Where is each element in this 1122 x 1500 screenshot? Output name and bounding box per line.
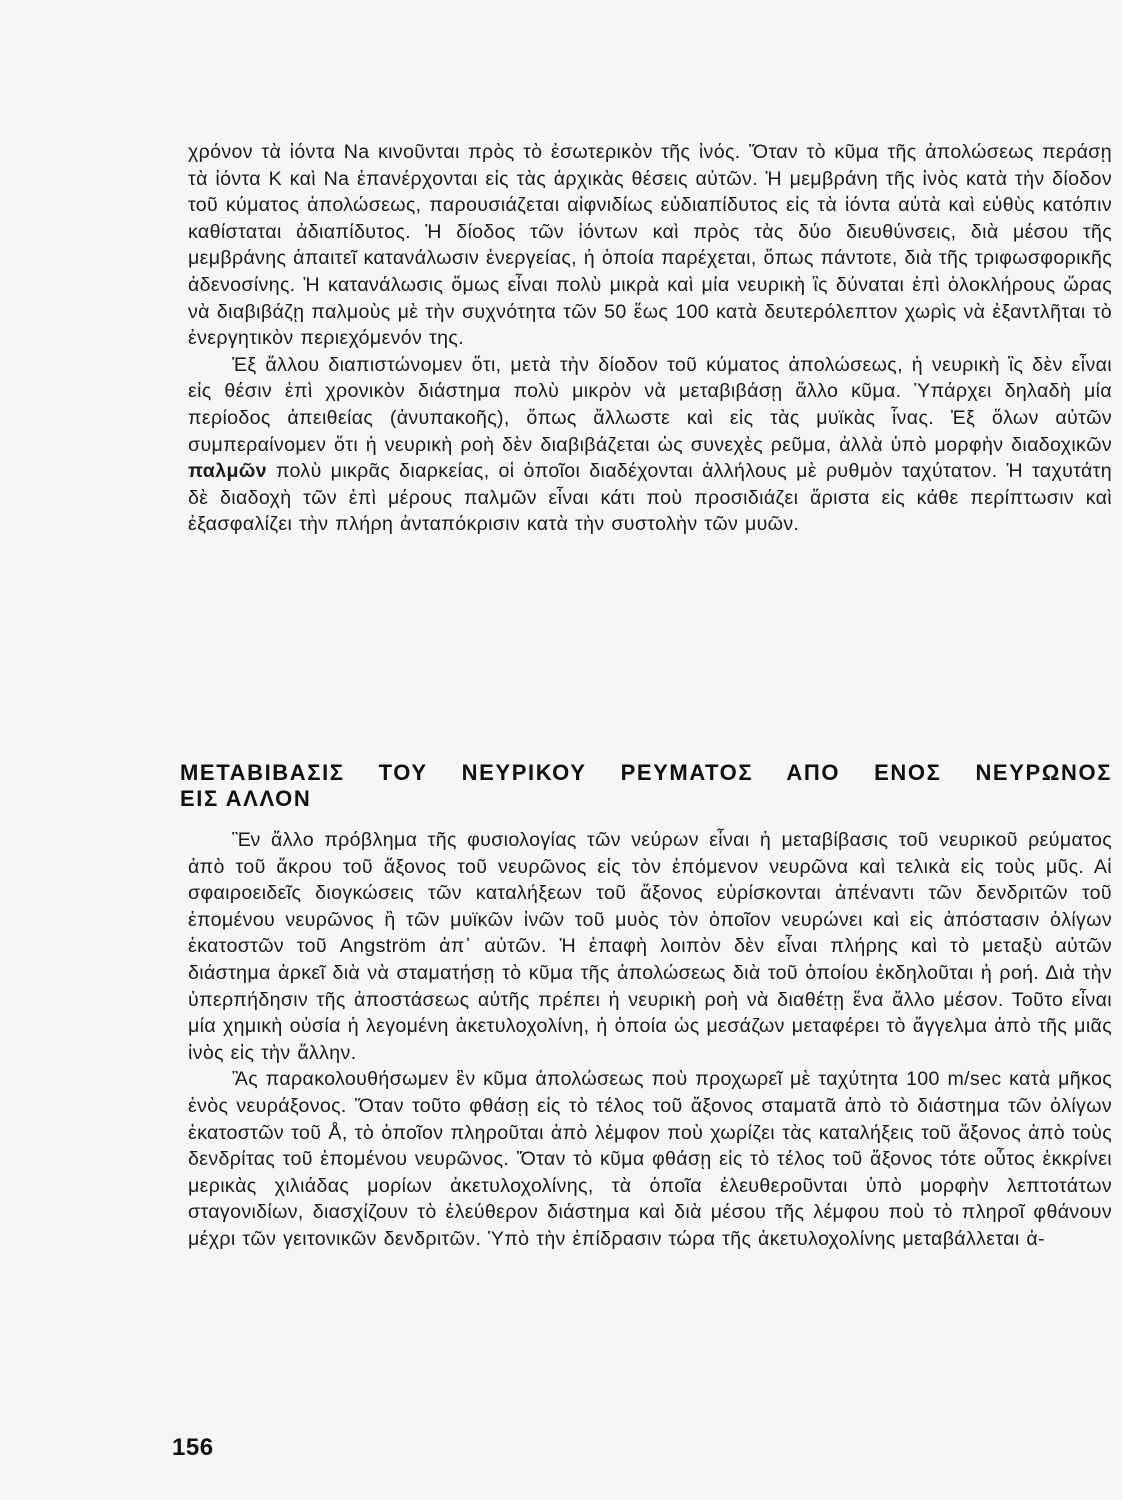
section-heading-line-1: ΜΕΤΑΒΙΒΑΣΙΣ ΤΟΥ ΝΕΥΡΙΚΟΥ ΡΕΥΜΑΤΟΣ ΑΠΟ ΕΝΟΣ ΝΕΥΡΩΝΟΣ — [180, 760, 1112, 785]
page-number: 156 — [172, 1434, 214, 1461]
bottom-text-block — [188, 827, 1112, 1253]
paragraph-refractory-text-start: Ἐξ ἄλλου διαπιστώνομεν ὅτι, μετὰ τὴν δίοδον τοῦ κύματος ἀπολώσεως, ἡ νευρικὴ ἳς δὲν εἶναι εἰς θέσιν ἐπὶ χρονικὸν διάστημα πολὺ μικρὸν νὰ μεταβιβάσῃ ἄλλο κῦμα. Ὑπάρχει δηλαδὴ μία περίοδος ἀπειθείας (ἀνυπακοῆς), ὅπως ἄλλωστε καὶ εἰς τὰς μυϊκὰς ἶνας. Ἐξ ὅλων αὐτῶν συμπεραίνομεν ὅτι ἡ νευρικὴ ροὴ δὲν διαβιβάζεται ὡς συνεχὲς ρεῦμα, ἀλλὰ ὑπὸ μορφὴν διαδοχικῶν — [188, 353, 1112, 456]
paragraph-synaptic-gap: Ἓν ἄλλο πρόβλημα τῆς φυσιολογίας τῶν νεύρων εἶναι ἡ μεταβίβασις τοῦ νευρικοῦ ρεύματος ἀπὸ τοῦ ἄκρου τοῦ ἄξονος τοῦ νευρῶνος εἰς τὸν ἑπόμενον νευρῶνα καὶ τελικὰ εἰς τοὺς μῦς. Αἱ σφαιροειδεῖς διογκώσεις τῶν καταλήξεων τοῦ ἄξονος εὑρίσκονται ἀπέναντι τῶν δενδριτῶν τοῦ ἑπομένου νευρῶνος ἢ τῶν μυϊκῶν ἰνῶν τοῦ μυὸς τὸν ὁποῖον νευρώνει καὶ εἰς ἀπόστασιν ὀλίγων ἑκατοστῶν τοῦ Angström ἀπ᾽ αὐτῶν. Ἡ ἐπαφὴ λοιπὸν δὲν εἶναι πλήρης καὶ τὸ μεταξὺ αὐτῶν διάστημα ἀρκεῖ διὰ νὰ σταματήσῃ τὸ κῦμα τῆς ἀπολώσεως διὰ τοῦ ὁποίου ἐκδηλοῦται ἡ ροή. Διὰ τὴν ὑπερπήδησιν τῆς ἀποστάσεως αὐτῆς πρέπει ἡ νευρικὴ ροὴ νὰ διαθέτῃ ἕνα ἄλλο μέσον. Τοῦτο εἶναι μία χημικὴ οὐσία ἡ λεγομένη ἀκετυλοχολίνη, ἡ ὁποία ὡς μεσάζων μεταφέρει τὸ ἄγγελμα ἀπὸ τῆς μιᾶς ἰνὸς εἰς τὴν ἄλλην. — [188, 829, 1112, 1064]
section-heading — [180, 760, 1112, 812]
paragraph-acetylcholine-release: Ἂς παρακολουθήσωμεν ἓν κῦμα ἀπολώσεως ποὺ προχωρεῖ μὲ ταχύτητα 100 m/sec κατὰ μῆκος ἑνὸς νευράξονος. Ὅταν τοῦτο φθάσῃ εἰς τὸ τέλος τοῦ ἄξονος σταματᾶ ἀπὸ τὸ διάστημα τῶν ὀλίγων ἑκατοστῶν τοῦ Å, τὸ ὁποῖον πληροῦται ἀπὸ λέμφον ποὺ χωρίζει τὰς καταλήξεις τοῦ ἄξονος ἀπὸ τοὺς δενδρίτας τοῦ ἑπομένου νευρῶνος. Ὅταν τὸ κῦμα φθάσῃ εἰς τὸ τέλος τοῦ ἄξονος τότε οὗτος ἐκκρίνει μερικὰς χιλιάδας μορίων ἀκετυλοχολίνης, τὰ ὁποῖα ἐλευθεροῦνται ὑπὸ μορφὴν λεπτοτάτων σταγονιδίων, διασχίζουν τὸ ἐλεύθερον διάστημα καὶ διὰ μέσου τῆς λέμφου ποὺ τὸ πληροῖ φθάνουν μέχρι τῶν γειτονικῶν δενδριτῶν. Ὑπὸ τὴν ἐπίδρασιν τώρα τῆς ἀκετυλοχολίνης μεταβάλλεται ἀ- — [188, 1068, 1112, 1250]
section-heading-line-2: ΕΙΣ ΑΛΛΟΝ — [180, 786, 312, 811]
paragraph-refractory-text-end: πολὺ μικρᾶς διαρκείας, οἱ ὁποῖοι διαδέχονται ἀλλήλους μὲ ρυθμὸν ταχύτατον. Ἡ ταχυτάτη δὲ διαδοχὴ τῶν ἐπὶ μέρους παλμῶν εἶναι κάτι ποὺ προσιδιάζει ἄριστα εἰς κάθε περίπτωσιν καὶ ἐξασφαλίζει τὴν πλήρη ἀνταπόκρισιν κατὰ τὴν συστολὴν τῶν μυῶν. — [188, 460, 1112, 536]
bold-term-pulses: παλμῶν — [188, 460, 267, 483]
paragraph-refractory-period — [188, 352, 1112, 538]
top-text-block — [188, 139, 1112, 538]
paragraph-ion-movement: χρόνον τὰ ἰόντα Na κινοῦνται πρὸς τὸ ἐσωτερικὸν τῆς ἰνός. Ὅταν τὸ κῦμα τῆς ἀπολώσεως περάσῃ τὰ ἰόντα K καὶ Na ἐπανέρχονται εἰς τὰς ἀρχικὰς θέσεις αὐτῶν. Ἡ μεμβράνη τῆς ἰνὸς κατὰ τὴν δίοδον τοῦ κύματος ἀπολώσεως, παρουσιάζεται αἰφνιδίως εὐδιαπίδυτος εἰς τὰ ἰόντα αὐτὰ καὶ εὐθὺς κατόπιν καθίσταται ἀδιαπίδυτος. Ἡ δίοδος τῶν ἰόντων καὶ πρὸς τὰς δύο διευθύνσεις, διὰ μέσου τῆς μεμβράνης ἀπαιτεῖ κατανάλωσιν ἐνεργείας, ἡ ὁποία παρέχεται, ὅπως πάντοτε, διὰ τῆς τριφωσφορικῆς ἀδενοσίνης. Ἡ κατανάλωσις ὅμως εἶναι πολὺ μικρὰ καὶ μία νευρικὴ ἳς δύναται ἐπὶ ὁλοκλήρους ὥρας νὰ διαβιβάζῃ παλμοὺς μὲ τὴν συχνότητα τῶν 50 ἕως 100 κατὰ δευτερόλεπτον χωρὶς νὰ ἐξαντλῆται τὸ ἐνεργητικὸν περιεχόμενόν της. — [188, 141, 1112, 350]
